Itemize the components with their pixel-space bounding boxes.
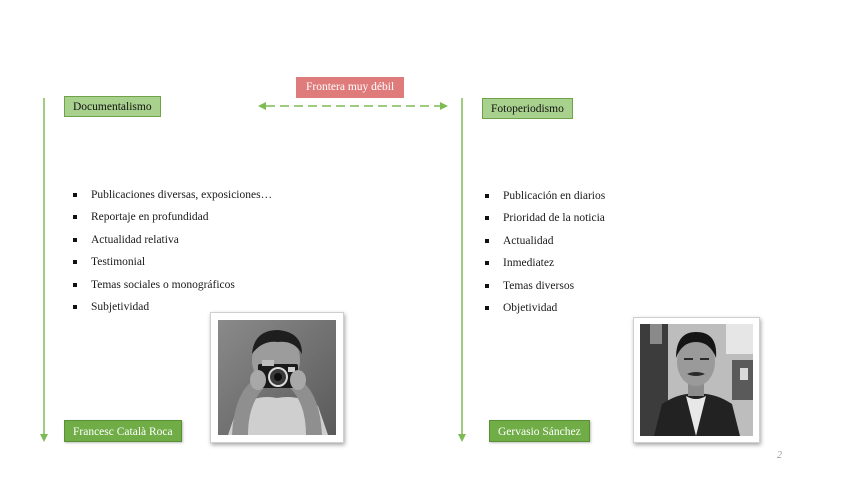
bullet-square-icon	[485, 284, 489, 288]
right-author-label: Gervasio Sánchez	[489, 420, 590, 442]
right-title: Fotoperiodismo	[482, 98, 573, 119]
left-vertical-arrow	[37, 98, 51, 444]
border-label: Frontera muy débil	[296, 77, 404, 98]
list-item: Temas sociales o monográficos	[70, 274, 272, 296]
right-author-photo	[633, 317, 760, 443]
left-title: Documentalismo	[64, 96, 161, 117]
list-item: Prioridad de la noticia	[482, 207, 605, 229]
bullet-square-icon	[73, 260, 77, 264]
dashed-double-arrow	[258, 100, 448, 112]
bullet-square-icon	[485, 261, 489, 265]
bullet-square-icon	[485, 216, 489, 220]
photographer-with-camera-image	[218, 320, 336, 435]
bullet-square-icon	[485, 239, 489, 243]
left-author-label: Francesc Català Roca	[64, 420, 182, 442]
left-bullet-list	[70, 184, 272, 318]
list-item: Actualidad	[482, 230, 605, 252]
left-author-photo	[210, 312, 344, 443]
bullet-square-icon	[73, 238, 77, 242]
bullet-square-icon	[73, 215, 77, 219]
list-item: Actualidad relativa	[70, 229, 272, 251]
list-item: Temas diversos	[482, 275, 605, 297]
bullet-square-icon	[73, 193, 77, 197]
journalist-portrait-image	[640, 324, 753, 436]
right-vertical-arrow	[455, 98, 469, 444]
list-item: Publicaciones diversas, exposiciones…	[70, 184, 272, 206]
list-item: Testimonial	[70, 251, 272, 273]
list-item: Objetividad	[482, 297, 605, 319]
list-item: Subjetividad	[70, 296, 272, 318]
bullet-square-icon	[73, 283, 77, 287]
list-item: Inmediatez	[482, 252, 605, 274]
bullet-square-icon	[485, 306, 489, 310]
page-number: 2	[777, 450, 782, 461]
bullet-square-icon	[485, 194, 489, 198]
list-item: Reportaje en profundidad	[70, 206, 272, 228]
list-item: Publicación en diarios	[482, 185, 605, 207]
right-bullet-list	[482, 185, 605, 319]
bullet-square-icon	[73, 305, 77, 309]
